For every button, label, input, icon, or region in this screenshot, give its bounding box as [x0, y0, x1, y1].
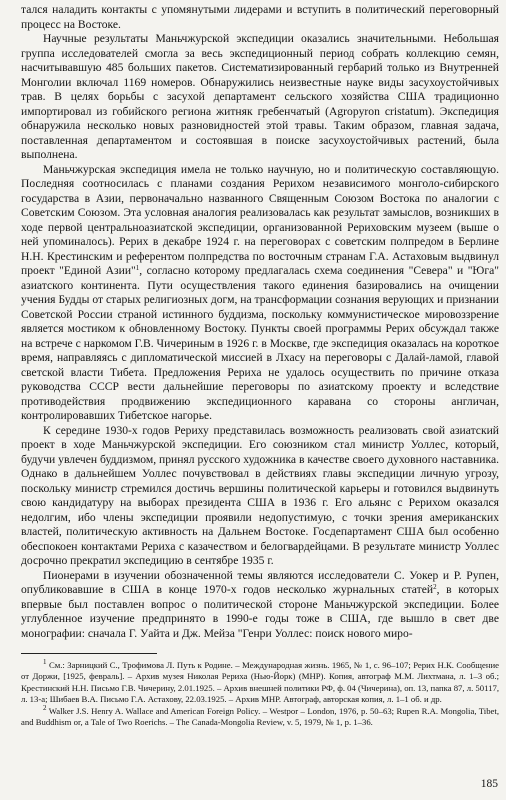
paragraph-4 — [21, 424, 499, 569]
paragraph-2 — [21, 32, 499, 163]
paragraph-5 — [21, 569, 499, 642]
paragraph-text: Пионерами в изучении обозначенной темы являются исследователи С. Уокер и Р. Рупен, опубликовавшие в США в конце 1970-х годов несколько журнальных статей — [21, 568, 499, 596]
footnotes — [21, 660, 499, 728]
footnote-ref-2[interactable]: 2 — [433, 583, 437, 591]
paragraph-text-tail: , согласно которому предлагалась схема соединения "Севера" и "Юга" азиатского континента. Пути осуществления такого единения базировались на очищении учения Будды от старых религиозных догм, на трансформации сознания верующих и признании Советской России страной истинного буддизма, поскольку коммунистическое мировоззрение является мостиком к обновленному Востоку. Пункты своей программы Рерих обсуждал также на встрече с наркомом Г.В. Чичериным в 1926 г. в Москве, где экспедиция оказалась на короткое время, направляясь с дипломатической миссией в Лхасу на переговоры с Далай-ламой, главой светской власти Тибета. Предложения Рериха не удалось осуществить по причине отказа руководства СССР вести дальнейшие переговоры по азиатскому проекту и вследствие противодействия продвижению экспедиционного каравана со стороны англичан, контролировавших Тибетское нагорье. — [21, 264, 499, 422]
paragraph-text-tail: , в которых впервые был поставлен вопрос о политической стороне Маньчжурской экспедиции. Более углубленное изучение предпринято в 1990-е годы тоже в США, где вышло в свет две монографии: сначала Г. Уайта и Дж. Мейза "Генри Уоллес: поиск нового миро- — [21, 583, 500, 640]
page — [21, 3, 499, 728]
footnote-ref-1[interactable]: 1 — [135, 264, 140, 272]
paragraph-text: Маньчжурская экспедиция имела не только научную, но и политическую составляющую. Последняя соотносилась с планами создания Рерихом независимого монголо-сибирского государства в Азии, первоначально названного Священным Союзом Востока по аналогии с Советским Союзом. Эта условная аналогия реализовалась как результат замыслов, возникших в ходе первой центральноазиатской экспедиции, организованной Рериховским музеем (выше о ней упоминалось). Рерих в декабре 1924 г. на переговорах с советским полпредом в Берлине Н.Н. Крестинским и референтом полпредства по восточным странам Г.А. Астаховым выдвинул проект "Единой Азии" — [21, 162, 499, 277]
footnote-2 — [21, 703, 499, 729]
paragraph-text: Научные результаты Маньчжурской экспедиции оказались значительными. Небольшая группа исследователей смогла за весь экспедиционный период собрать коллекцию семян, насчитывавшую 485 больших пакетов. Систематизированный гербарий только из Внутренней Монголии включал 1169 номеров. Обнаружились неизвестные науке виды засухоустойчивых трав. В целях борьбы с засухой департамент сельского хозяйства США традиционно импортировал из гобийского региона житняк гребенчатый (Agropyron cristatum). Экспедиция обнаружила несколько новых разновидностей этой травы. Таким образом, главная задача, поставленная департаментом и состоявшая в поиске засухоустойчивых растений, была выполнена. — [21, 32, 499, 161]
paragraph-1 — [21, 3, 499, 32]
paragraph-text: тался наладить контакты с упомянутыми лидерами и вступить в политический переговорный процесс на Востоке. — [21, 3, 499, 31]
paragraph-3 — [21, 163, 499, 424]
main-text — [21, 3, 499, 641]
footnote-mark: 2 — [43, 703, 47, 712]
footnote-text: Walker J.S. Henry A. Wallace and American Foreign Policy. – Westpor – London, 1976, p. 50–63; Rupen R.A. Mongolia, Tibet, and Buddhism or, a Tale of Two Roerichs. – The Canada-Mongolia Review, v. 5, 1979, № 1, p. 1–36. — [21, 705, 499, 728]
footnote-text: См.: Зарницкий С., Трофимова Л. Путь к Родине. – Международная жизнь. 1965, № 1, с. 96–107; Рерих Н.К. Сообщение от Доржи, [1925, февраль]. – Архив музея Николая Рериха (Нью-Йорк) (МНР). Копия, автограф М.М. Лихтмана, л. 1–3 об.; Крестинский Н.Н. Письмо Г.В. Чичерину, 2.01.1925. – Архив внешней политики РФ, ф. 04 (Чичерина), оп. 13, папка 87, л. 50117, л. 13-а; Шибаев В.А. Письмо Г.А. Астахову, 22.03.1925. – Архив МНР. Автограф, авторская копия, л. 1–1 об. и др. — [21, 660, 499, 705]
footnote-divider — [21, 653, 157, 654]
page-number: 185 — [480, 778, 498, 790]
paragraph-text: К середине 1930-х годов Рериху представилась возможность реализовать свой азиатский проект в ходе Маньчжурской экспедиции. Его союзником стал министр Уоллес, который, будучи увлечен буддизмом, принял русского художника в качестве своего духовного наставника. Однако в дальнейшем Уоллес почувствовал в действиях главы экспедиции личную угрозу, поскольку министр стремился достичь вершины политической карьеры и готовился выдвинуть свою кандидатуру на выборах президента США в 1936 г. Его альянс с Рерихом оказался недолгим, ибо члены экспедиции проявили недопустимую, с точки зрения американских властей, политическую активность на Дальнем Востоке. Госдепартамент США был особенно обеспокоен контактами Рериха с казачеством и белогвардейцами. В результате министр Уоллес досрочно прекратил экспедицию в сентябре 1935 г. — [21, 423, 499, 567]
footnote-mark: 1 — [43, 658, 47, 666]
footnote-1 — [21, 660, 499, 706]
